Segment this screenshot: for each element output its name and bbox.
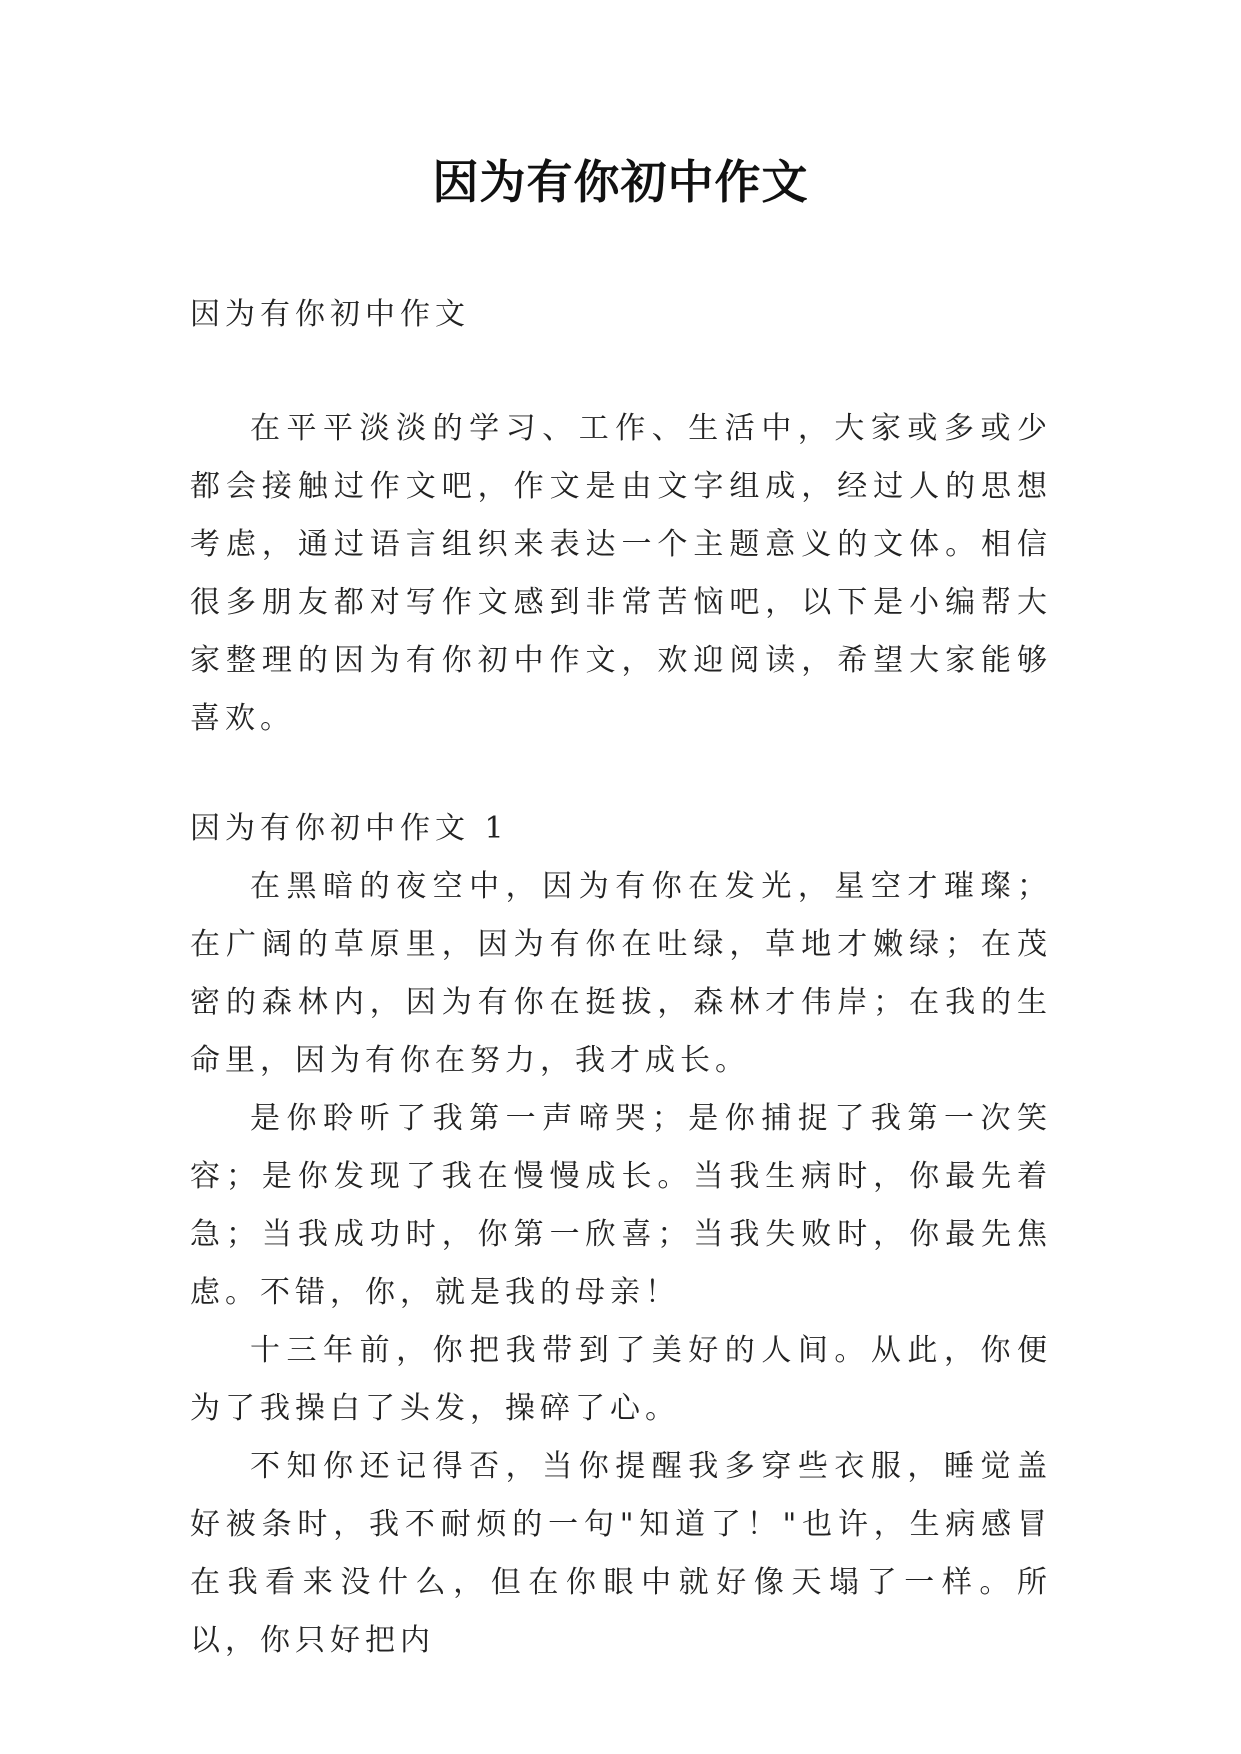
body-paragraph: 在黑暗的夜空中，因为有你在发光，星空才璀璨；在广阔的草原里，因为有你在吐绿，草地才嫩绿；在茂密的森林内，因为有你在挺拔，森林才伟岸；在我的生命里，因为有你在努力，我才成长。 xyxy=(190,869,1052,1078)
body-paragraph: 是你聆听了我第一声啼哭；是你捕捉了我第一次笑容；是你发现了我在慢慢成长。当我生病时，你最先着急；当我成功时，你第一欣喜；当我失败时，你最先焦虑。不错，你，就是我的母亲！ xyxy=(190,1101,1052,1310)
section-heading: 因为有你初中作文 1 xyxy=(190,811,509,846)
document-body xyxy=(190,286,1052,1670)
document-title: 因为有你初中作文 xyxy=(432,155,809,209)
body-paragraph: 十三年前，你把我带到了美好的人间。从此，你便为了我操白了头发，操碎了心。 xyxy=(190,1333,1052,1426)
spacer xyxy=(190,344,1052,400)
body-paragraph: 不知你还记得否，当你提醒我多穿些衣服，睡觉盖好被条时，我不耐烦的一句"知道了！"也许，生病感冒在我看来没什么，但在你眼中就好像天塌了一样。所以，你只好把内 xyxy=(190,1449,1052,1658)
spacer xyxy=(190,748,1052,800)
document-subtitle: 因为有你初中作文 xyxy=(190,297,470,332)
intro-paragraph: 在平平淡淡的学习、工作、生活中，大家或多或少都会接触过作文吧，作文是由文字组成，经过人的思想考虑，通过语言组织来表达一个主题意义的文体。相信很多朋友都对写作文感到非常苦恼吧，以下是小编帮大家整理的因为有你初中作文，欢迎阅读，希望大家能够喜欢。 xyxy=(190,411,1052,736)
